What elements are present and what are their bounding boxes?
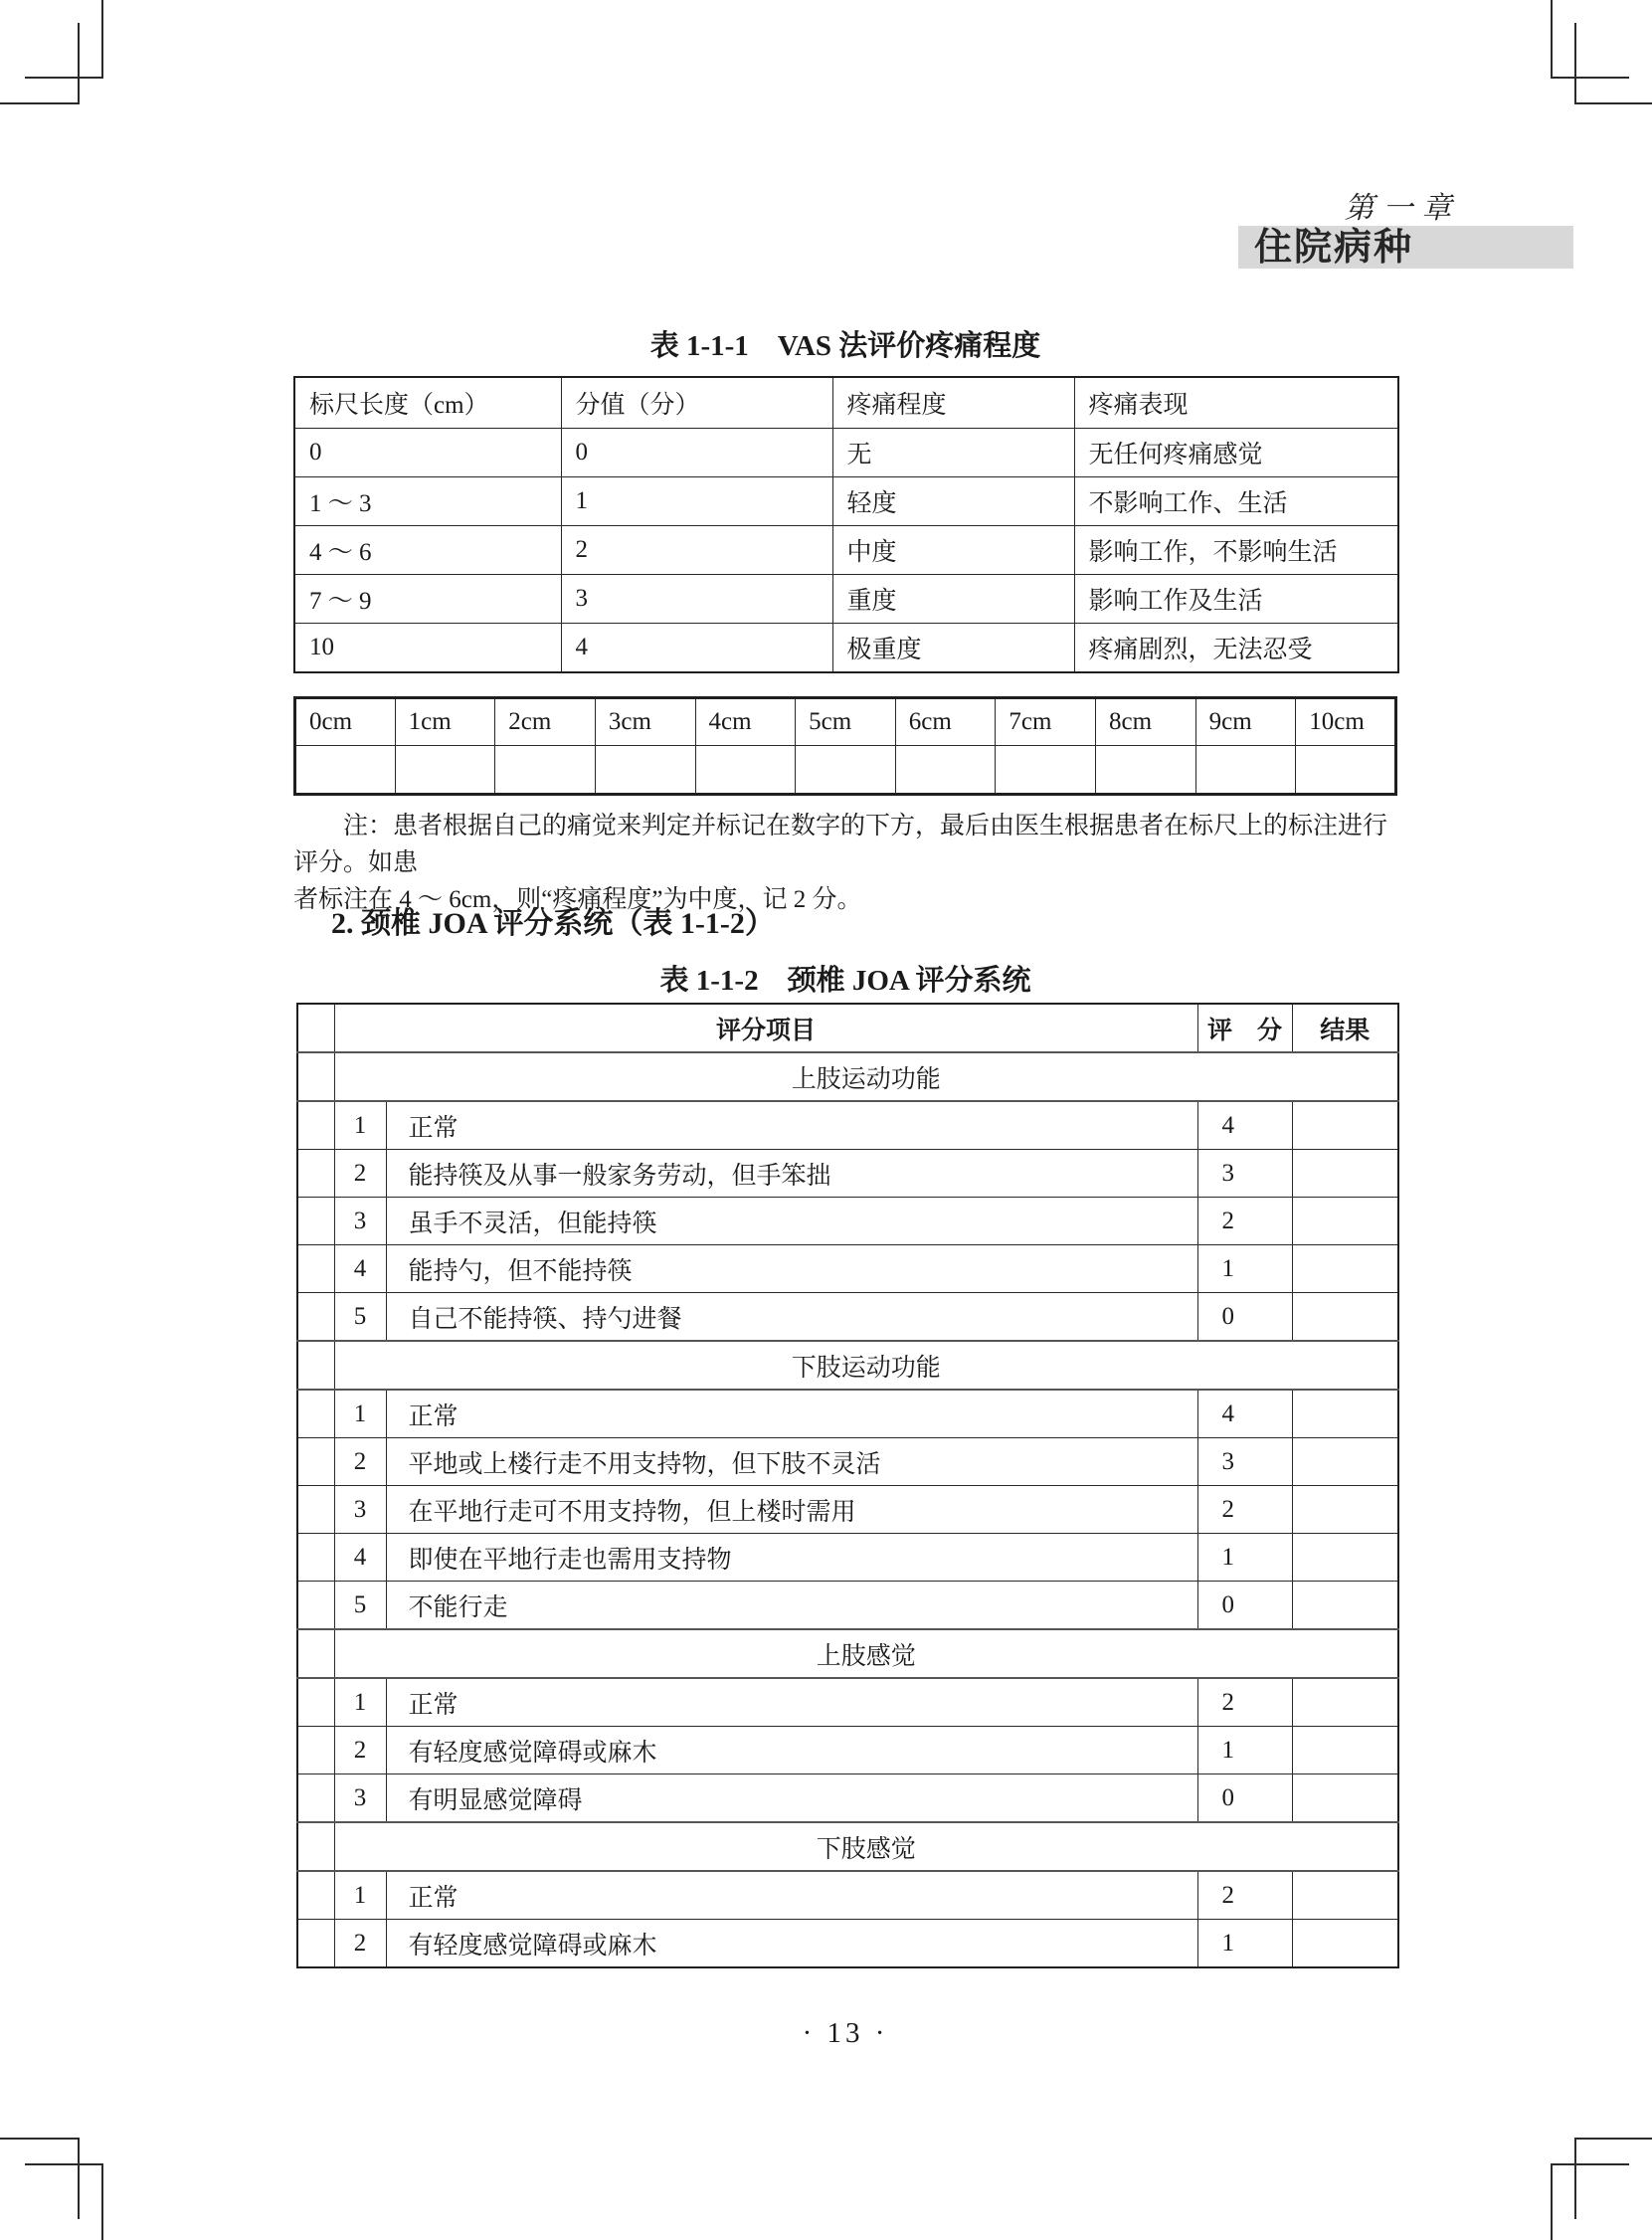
vas-row xyxy=(294,429,1398,477)
joa-row xyxy=(297,1871,1398,1920)
joa-blank-cell xyxy=(297,1678,334,1727)
ruler-cell: 4cm xyxy=(695,698,796,746)
joa-item-label: 能持勺，但不能持筷 xyxy=(386,1245,1197,1293)
joa-result-cell xyxy=(1292,1486,1398,1534)
joa-table xyxy=(296,1003,1399,1968)
joa-result-cell xyxy=(1292,1198,1398,1245)
joa-blank-cell xyxy=(297,1534,334,1582)
joa-item-label: 有轻度感觉障碍或麻木 xyxy=(386,1727,1197,1774)
vas-cell: 1 xyxy=(561,477,832,526)
joa-blank-cell xyxy=(297,1004,334,1052)
joa-blank-cell xyxy=(297,1920,334,1968)
ruler-cell: 9cm xyxy=(1195,698,1296,746)
joa-item-score: 4 xyxy=(1197,1101,1292,1150)
vas-row xyxy=(294,477,1398,526)
page-number: · 13 · xyxy=(802,2017,889,2049)
joa-result-cell xyxy=(1292,1150,1398,1198)
vas-cell: 无任何疼痛感觉 xyxy=(1074,429,1398,477)
joa-item-number: 2 xyxy=(334,1727,386,1774)
joa-item-label: 平地或上楼行走不用支持物，但下肢不灵活 xyxy=(386,1438,1197,1486)
joa-item-score: 0 xyxy=(1197,1582,1292,1630)
vas-table-title: 表 1-1-1 VAS 法评价疼痛程度 xyxy=(649,330,1041,362)
joa-row xyxy=(297,1582,1398,1630)
vas-header-cell: 疼痛表现 xyxy=(1074,377,1398,429)
joa-item-label: 有轻度感觉障碍或麻木 xyxy=(386,1920,1197,1968)
vas-cell: 轻度 xyxy=(832,477,1074,526)
joa-item-score: 1 xyxy=(1197,1245,1292,1293)
joa-blank-cell xyxy=(297,1245,334,1293)
joa-row xyxy=(297,1727,1398,1774)
vas-cell: 0 xyxy=(561,429,832,477)
joa-row xyxy=(297,1293,1398,1342)
ruler-mark-row xyxy=(295,746,1396,795)
ruler-cell: 7cm xyxy=(996,698,1096,746)
vas-cell: 无 xyxy=(832,429,1074,477)
joa-section-label: 下肢运动功能 xyxy=(334,1341,1398,1390)
vas-cell: 影响工作，不影响生活 xyxy=(1074,526,1398,575)
joa-result-cell xyxy=(1292,1582,1398,1630)
joa-item-number: 2 xyxy=(334,1150,386,1198)
vas-ruler-table xyxy=(293,696,1397,796)
ruler-blank-cell xyxy=(695,746,796,795)
joa-result-cell xyxy=(1292,1245,1398,1293)
joa-item-score: 2 xyxy=(1197,1678,1292,1727)
joa-row xyxy=(297,1486,1398,1534)
joa-blank-cell xyxy=(297,1486,334,1534)
crop-mark xyxy=(0,23,80,104)
joa-row xyxy=(297,1245,1398,1293)
ruler-cell: 2cm xyxy=(495,698,596,746)
joa-row xyxy=(297,1920,1398,1968)
joa-blank-cell xyxy=(297,1774,334,1823)
joa-item-number: 1 xyxy=(334,1678,386,1727)
vas-cell: 4 xyxy=(561,624,832,673)
joa-header-item: 评分项目 xyxy=(334,1004,1197,1052)
joa-item-score: 2 xyxy=(1197,1198,1292,1245)
vas-row xyxy=(294,526,1398,575)
joa-blank-cell xyxy=(297,1198,334,1245)
joa-item-label: 正常 xyxy=(386,1390,1197,1438)
ruler-blank-cell xyxy=(1096,746,1196,795)
joa-item-number: 3 xyxy=(334,1774,386,1823)
joa-row xyxy=(297,1150,1398,1198)
joa-result-cell xyxy=(1292,1438,1398,1486)
note-line: 注：患者根据自己的痛觉来判定并标记在数字的下方，最后由医生根据患者在标尺上的标注进行评分。如患 xyxy=(293,813,1388,876)
joa-section-label: 上肢运动功能 xyxy=(334,1052,1398,1101)
joa-item-number: 2 xyxy=(334,1438,386,1486)
joa-item-label: 不能行走 xyxy=(386,1582,1197,1630)
ruler-blank-cell xyxy=(796,746,896,795)
ruler-blank-cell xyxy=(1296,746,1396,795)
joa-item-label: 虽手不灵活，但能持筷 xyxy=(386,1198,1197,1245)
joa-blank-cell xyxy=(297,1390,334,1438)
chapter-label: 第一章 xyxy=(1344,191,1461,226)
joa-item-number: 3 xyxy=(334,1486,386,1534)
vas-cell: 2 xyxy=(561,526,832,575)
joa-item-label: 在平地行走可不用支持物，但上楼时需用 xyxy=(386,1486,1197,1534)
joa-blank-cell xyxy=(297,1582,334,1630)
joa-blank-cell xyxy=(297,1629,334,1678)
chapter-title-bar xyxy=(1238,226,1573,269)
joa-blank-cell xyxy=(297,1727,334,1774)
joa-item-number: 1 xyxy=(334,1101,386,1150)
joa-item-label: 自己不能持筷、持勺进餐 xyxy=(386,1293,1197,1342)
vas-header-row xyxy=(294,377,1398,429)
vas-cell: 疼痛剧烈，无法忍受 xyxy=(1074,624,1398,673)
joa-item-number: 4 xyxy=(334,1534,386,1582)
vas-cell: 中度 xyxy=(832,526,1074,575)
ruler-blank-cell xyxy=(295,746,396,795)
joa-item-label: 正常 xyxy=(386,1871,1197,1920)
joa-item-label: 正常 xyxy=(386,1101,1197,1150)
vas-header-cell: 疼痛程度 xyxy=(832,377,1074,429)
joa-item-score: 2 xyxy=(1197,1871,1292,1920)
joa-item-score: 2 xyxy=(1197,1486,1292,1534)
joa-section-label: 上肢感觉 xyxy=(334,1629,1398,1678)
joa-item-score: 1 xyxy=(1197,1920,1292,1968)
joa-result-cell xyxy=(1292,1727,1398,1774)
vas-cell: 7 ～ 9 xyxy=(294,575,561,624)
vas-table xyxy=(293,376,1399,673)
joa-section-row xyxy=(297,1822,1398,1871)
joa-item-score: 1 xyxy=(1197,1727,1292,1774)
crop-mark xyxy=(1574,2138,1652,2219)
crop-mark xyxy=(0,2138,80,2219)
joa-item-number: 1 xyxy=(334,1871,386,1920)
joa-result-cell xyxy=(1292,1534,1398,1582)
joa-row xyxy=(297,1678,1398,1727)
ruler-blank-cell xyxy=(996,746,1096,795)
joa-header-result: 结果 xyxy=(1292,1004,1398,1052)
ruler-blank-cell xyxy=(595,746,695,795)
joa-result-cell xyxy=(1292,1920,1398,1968)
joa-result-cell xyxy=(1292,1678,1398,1727)
joa-result-cell xyxy=(1292,1390,1398,1438)
joa-item-number: 4 xyxy=(334,1245,386,1293)
ruler-blank-cell xyxy=(495,746,596,795)
joa-section-label: 下肢感觉 xyxy=(334,1822,1398,1871)
section-heading: 2. 颈椎 JOA 评分系统（表 1-1-2） xyxy=(331,907,775,940)
vas-cell: 3 xyxy=(561,575,832,624)
joa-item-number: 5 xyxy=(334,1293,386,1342)
vas-cell: 10 xyxy=(294,624,561,673)
joa-row xyxy=(297,1534,1398,1582)
vas-row xyxy=(294,575,1398,624)
joa-row xyxy=(297,1438,1398,1486)
joa-header-row xyxy=(297,1004,1398,1052)
joa-section-row xyxy=(297,1052,1398,1101)
joa-item-score: 4 xyxy=(1197,1390,1292,1438)
joa-item-number: 5 xyxy=(334,1582,386,1630)
note-line: 者标注在 4 ～ 6cm，则“疼痛程度”为中度，记 2 分。 xyxy=(293,886,862,913)
joa-blank-cell xyxy=(297,1871,334,1920)
joa-item-label: 正常 xyxy=(386,1678,1197,1727)
joa-result-cell xyxy=(1292,1293,1398,1342)
joa-blank-cell xyxy=(297,1293,334,1342)
joa-item-score: 0 xyxy=(1197,1774,1292,1823)
joa-item-label: 即使在平地行走也需用支持物 xyxy=(386,1534,1197,1582)
joa-section-row xyxy=(297,1629,1398,1678)
vas-cell: 极重度 xyxy=(832,624,1074,673)
ruler-blank-cell xyxy=(1195,746,1296,795)
joa-result-cell xyxy=(1292,1774,1398,1823)
joa-table-title: 表 1-1-2 颈椎 JOA 评分系统 xyxy=(659,965,1031,997)
joa-row xyxy=(297,1101,1398,1150)
joa-item-label: 有明显感觉障碍 xyxy=(386,1774,1197,1823)
joa-row xyxy=(297,1774,1398,1823)
joa-header-score: 评 分 xyxy=(1197,1004,1292,1052)
vas-cell: 0 xyxy=(294,429,561,477)
joa-row xyxy=(297,1390,1398,1438)
ruler-cell: 1cm xyxy=(395,698,495,746)
joa-item-number: 2 xyxy=(334,1920,386,1968)
vas-header-cell: 标尺长度（cm） xyxy=(294,377,561,429)
joa-result-cell xyxy=(1292,1101,1398,1150)
ruler-blank-cell xyxy=(895,746,996,795)
joa-result-cell xyxy=(1292,1871,1398,1920)
ruler-cell: 0cm xyxy=(295,698,396,746)
joa-blank-cell xyxy=(297,1341,334,1390)
joa-item-number: 1 xyxy=(334,1390,386,1438)
vas-header-cell: 分值（分） xyxy=(561,377,832,429)
vas-cell: 不影响工作、生活 xyxy=(1074,477,1398,526)
joa-blank-cell xyxy=(297,1101,334,1150)
ruler-cell: 3cm xyxy=(595,698,695,746)
joa-blank-cell xyxy=(297,1150,334,1198)
joa-row xyxy=(297,1198,1398,1245)
ruler-blank-cell xyxy=(395,746,495,795)
vas-cell: 4 ～ 6 xyxy=(294,526,561,575)
joa-blank-cell xyxy=(297,1822,334,1871)
ruler-cell: 10cm xyxy=(1296,698,1396,746)
joa-blank-cell xyxy=(297,1438,334,1486)
crop-mark xyxy=(1574,23,1652,104)
joa-item-score: 3 xyxy=(1197,1150,1292,1198)
ruler-cell: 6cm xyxy=(895,698,996,746)
vas-cell: 重度 xyxy=(832,575,1074,624)
chapter-title: 住院病种 xyxy=(1254,227,1414,269)
joa-item-label: 能持筷及从事一般家务劳动，但手笨拙 xyxy=(386,1150,1197,1198)
vas-row xyxy=(294,624,1398,673)
vas-cell: 影响工作及生活 xyxy=(1074,575,1398,624)
ruler-cell: 8cm xyxy=(1096,698,1196,746)
joa-blank-cell xyxy=(297,1052,334,1101)
joa-item-score: 3 xyxy=(1197,1438,1292,1486)
joa-item-number: 3 xyxy=(334,1198,386,1245)
joa-item-score: 0 xyxy=(1197,1293,1292,1342)
joa-section-row xyxy=(297,1341,1398,1390)
ruler-cell: 5cm xyxy=(796,698,896,746)
joa-item-score: 1 xyxy=(1197,1534,1292,1582)
vas-cell: 1 ～ 3 xyxy=(294,477,561,526)
ruler-label-row xyxy=(295,698,1396,746)
